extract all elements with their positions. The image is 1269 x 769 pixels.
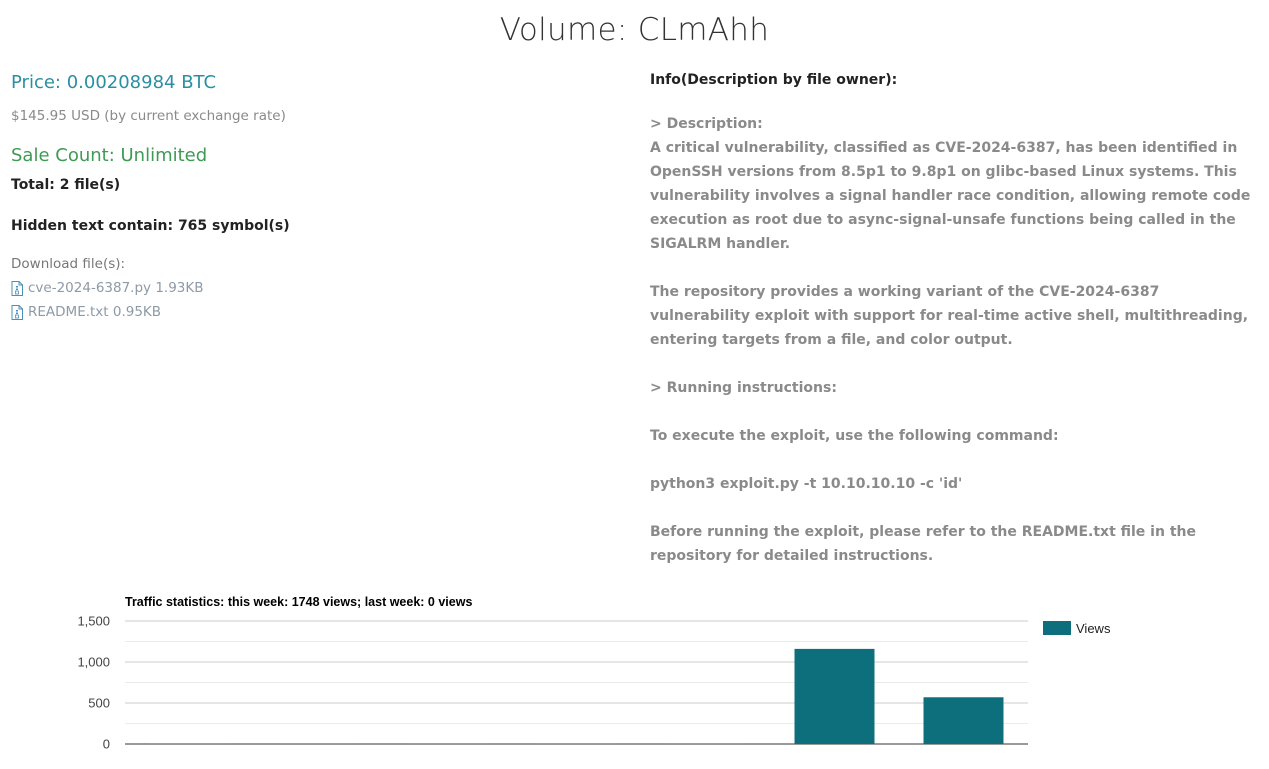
sale-info-panel: [11, 70, 611, 324]
file-name: cve-2024-6387.py 1.93KB: [28, 280, 204, 296]
price-usd: $145.95 USD (by current exchange rate): [11, 108, 611, 128]
chart-bar: [924, 697, 1004, 744]
desc-paragraph: Before running the exploit, please refer to the README.txt file in the repository for detailed instructions.: [650, 520, 1260, 568]
file-link-readme[interactable]: [11, 300, 611, 324]
file-icon: [11, 281, 23, 296]
page-title: Volume: CLmAhh: [0, 12, 1269, 48]
y-tick-label: 1,500: [77, 614, 110, 629]
desc-paragraph: > Running instructions:: [650, 376, 1260, 400]
desc-paragraph: To execute the exploit, use the following command:: [650, 424, 1260, 448]
traffic-chart-svg: [0, 585, 1269, 764]
total-files: Total: 2 file(s): [11, 177, 611, 197]
traffic-chart: [0, 585, 1269, 764]
sale-count: Sale Count: Unlimited: [11, 145, 611, 171]
hidden-text-count: Hidden text contain: 765 symbol(s): [11, 218, 611, 238]
desc-paragraph: The repository provides a working variant of the CVE-2024-6387 vulnerability exploit with support for real-time active shell, multithreading, entering targets from a file, and color output.: [650, 280, 1260, 352]
description-panel: [650, 72, 1260, 592]
legend-swatch: [1043, 621, 1071, 635]
file-name: README.txt 0.95KB: [28, 304, 161, 320]
desc-paragraph: python3 exploit.py -t 10.10.10.10 -c 'id': [650, 472, 1260, 496]
description-text: [650, 112, 1260, 568]
file-icon: [11, 305, 23, 320]
price-btc: Price: 0.00208984 BTC: [11, 72, 611, 98]
download-label: Download file(s):: [11, 256, 611, 276]
chart-title: Traffic statistics: this week: 1748 views; last week: 0 views: [125, 595, 472, 609]
y-tick-label: 500: [88, 696, 110, 711]
chart-bar: [795, 649, 875, 744]
y-tick-label: 0: [103, 737, 110, 752]
legend-label: Views: [1076, 621, 1111, 636]
y-tick-label: 1,000: [77, 655, 110, 670]
file-link-cve[interactable]: [11, 276, 611, 300]
info-title: Info(Description by file owner):: [650, 72, 1260, 96]
desc-paragraph: > Description: A critical vulnerability, classified as CVE-2024-6387, has been identified in OpenSSH versions from 8.5p1 to 9.8p1 on glibc-based Linux systems. This vulnerability involves a signal handler race condition, allowing remote code execution as root due to async-signal-unsafe functions being called in the SIGALRM handler.: [650, 112, 1260, 256]
